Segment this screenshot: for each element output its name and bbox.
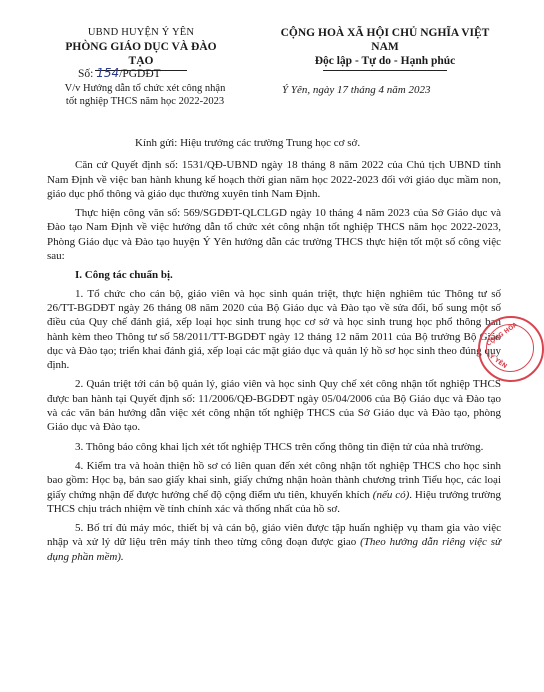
- official-seal: [478, 316, 544, 382]
- seal-text-top: CỘNG HÒA: [485, 321, 519, 348]
- document-number: [78, 66, 161, 80]
- nation-title: CỘNG HOÀ XÃ HỘI CHỦ NGHĨA VIỆT NAM: [280, 27, 490, 53]
- item-4-text: 4. Kiểm tra và hoàn thiện hồ sơ có liên quan đến xét công nhận tốt nghiệp THCS cho học sinh bao gồm: Học bạ, bản sao giấy khai sinh, giấy chứng nhận hoàn thành chương trình Tiểu học, các loại giấy chứng nhận để được hưởng chế độ cộng điểm ưu tiên, khuyến khích: [47, 459, 501, 501]
- handwritten-number: 154: [96, 66, 120, 80]
- paragraph-legal-basis: Căn cứ Quyết định số: 1531/QĐ-UBND ngày 18 tháng 8 năm 2022 của Chủ tịch UBND tỉnh Nam Định về việc ban hành khung kế hoạch thời gian năm học 2022-2023 đối với giáo dục mầm non, giáo dục phổ thông và giáo dục thường xuyên tỉnh Nam Định.: [47, 159, 501, 200]
- list-item-1: 1. Tổ chức cho cán bộ, giáo viên và học sinh quán triệt, thực hiện nghiêm túc Thông tư số 26/TT-BGDĐT ngày 26 tháng 08 năm 2020 của Bộ Giáo dục và Đào tạo về sửa đổi, bổ sung một số điều của Quy chế đánh giá, xếp loại học sinh trung học cơ sở và học sinh trung học phổ thông ban hành kèm theo Thông tư số 58/2011/TT-BGDĐT ngày 12 tháng 12 năm 2011 của Bộ trưởng Bộ Giáo dục và Đào tạo; triển khai đánh giá, xếp loại các mặt giáo dục và quản lý hồ sơ học sinh theo đúng quy định.: [47, 287, 501, 372]
- parent-organization: UBND HUYỆN Ý YÊN: [87, 27, 195, 38]
- document-body: [47, 136, 501, 569]
- national-motto: Độc lập - Tự do - Hạnh phúc: [314, 55, 456, 67]
- issuer-header: [52, 26, 230, 71]
- item-5-text: 5. Bố trí đủ máy móc, thiết bị và cán bộ, giáo viên được tập huấn nghiệp vụ tham gia vào việc nhập và xử lý dữ liệu trên máy tính theo từng công đoạn được giao: [47, 522, 501, 549]
- subject-line-1: V/v Hướng dẫn tổ chức xét công nhận: [64, 83, 226, 94]
- subject-line-2: tốt nghiệp THCS năm học 2022-2023: [65, 96, 225, 107]
- paragraph-implementation: Thực hiện công văn số: 569/SGDĐT-QLCLGD ngày 10 tháng 4 năm 2023 của Sở Giáo dục và Đào tạo Nam Định về việc hướng dẫn tổ chức xét công nhận tốt nghiệp THCS năm học 2022-2023, Phòng Giáo dục và Đào tạo huyện Ý Yên hướng dẫn các trường THCS thực hiện tốt một số công việc sau:: [47, 207, 501, 263]
- list-item-5: [47, 521, 501, 564]
- list-item-4: [47, 459, 501, 516]
- number-suffix: /PGDĐT: [119, 68, 161, 80]
- list-item-3: 3. Thông báo công khai lịch xét tốt nghiệp THCS trên cổng thông tin điện tử của nhà trường.: [75, 440, 484, 453]
- item-4-tail: . Hiệu trưởng trường THCS chịu trách nhiệm về tính chính xác và thống nhất của hồ sơ.: [47, 488, 501, 515]
- item-4-italic-note: (nếu có): [372, 488, 410, 501]
- list-item-2: 2. Quán triệt tới cán bộ quản lý, giáo viên và học sinh Quy chế xét công nhận tốt nghiệp THCS được ban hành tại Quyết định số: 11/2006/QĐ-BGDĐT ngày 05/04/2006 của Bộ Giáo dục và Đào tạo và các văn bản hướng dẫn việc xét công nhận tốt nghiệp THCS của Sở Giáo dục và Đào tạo, phòng Giáo dục và Đào tạo.: [47, 378, 501, 434]
- place-date: Ý Yên, ngày 17 tháng 4 năm 2023: [282, 84, 431, 96]
- document-subject: [52, 82, 238, 108]
- national-header: [266, 26, 504, 71]
- recipient-line: Kính gửi: Hiệu trưởng các trường Trung học cơ sở.: [135, 137, 361, 149]
- number-label: Số:: [78, 68, 94, 80]
- item-5-italic-note: (Theo hướng dẫn riêng việc sử dụng phần mềm).: [47, 536, 501, 563]
- issuing-office: PHÒNG GIÁO DỤC VÀ ĐÀO TẠO: [65, 41, 217, 67]
- seal-text-bottom: Ý YÊN: [487, 352, 509, 371]
- section-heading-preparation: I. Công tác chuẩn bị.: [75, 269, 173, 282]
- header-underline-right: [323, 70, 447, 71]
